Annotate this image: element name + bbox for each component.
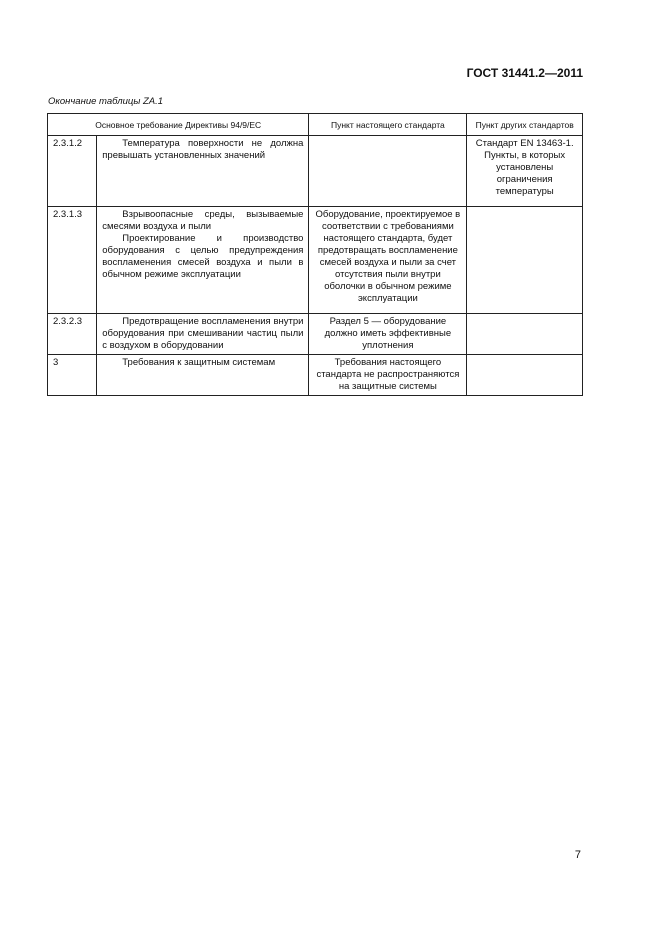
requirement-cell (97, 355, 309, 396)
table-row (48, 314, 583, 355)
column-header-this-standard-clause: Пункт настоящего стандарта (309, 114, 467, 136)
column-header-other-standards-clause: Пункт других стандартов (467, 114, 583, 136)
other-standards-cell (467, 314, 583, 355)
this-standard-cell (309, 355, 467, 396)
column-header-directive-requirement: Основное требование Директивы 94/9/EC (48, 114, 309, 136)
requirements-table (47, 113, 583, 396)
table-header-row (48, 114, 583, 136)
requirement-cell (97, 207, 309, 314)
requirement-text: Проектирование и производство оборудования с целью предупреждения воспламенения смесей воздуха и пыли в обычном режиме эксплуатации (102, 233, 304, 280)
other-standards-cell (467, 355, 583, 396)
this-standard-text: Оборудование, проектируемое в соответствии с требованиями настоящего стандарта, будет предотвращать воспламенение смесей воздуха и пыли за счет отсутствия пыли внутри оболочки в обычном режиме эксплуатации (315, 209, 461, 304)
requirement-text: Взрывоопасные среды, вызываемые смесями воздуха и пыли (102, 209, 304, 232)
this-standard-text: Раздел 5 — оборудование должно иметь эффективные уплотнения (324, 316, 452, 351)
other-standards-cell (467, 136, 583, 207)
table-row (48, 355, 583, 396)
row-number: 2.3.1.3 (48, 207, 97, 314)
other-standards-text: Стандарт EN 13463-1. Пункты, в которых установлены ограничения температуры (475, 138, 574, 197)
this-standard-cell (309, 136, 467, 207)
requirement-text: Температура поверхности не должна превышать установленных значений (102, 138, 304, 161)
page-number: 7 (574, 849, 581, 861)
other-standards-cell (467, 207, 583, 314)
this-standard-cell (309, 207, 467, 314)
this-standard-cell (309, 314, 467, 355)
this-standard-text: Требования настоящего стандарта не распространяются на защитные системы (316, 357, 460, 392)
table-row (48, 207, 583, 314)
table-row (48, 136, 583, 207)
requirement-cell (97, 314, 309, 355)
requirement-text: Предотвращение воспламенения внутри оборудования при смешивании частиц пыли с воздухом в оборудовании (102, 316, 304, 351)
row-number: 2.3.2.3 (48, 314, 97, 355)
row-number: 2.3.1.2 (48, 136, 97, 207)
requirement-text: Требования к защитным системам (122, 357, 276, 368)
requirement-cell (97, 136, 309, 207)
table-caption: Окончание таблицы ZA.1 (48, 96, 164, 107)
document-header-id: ГОСТ 31441.2—2011 (466, 66, 583, 80)
row-number: 3 (48, 355, 97, 396)
